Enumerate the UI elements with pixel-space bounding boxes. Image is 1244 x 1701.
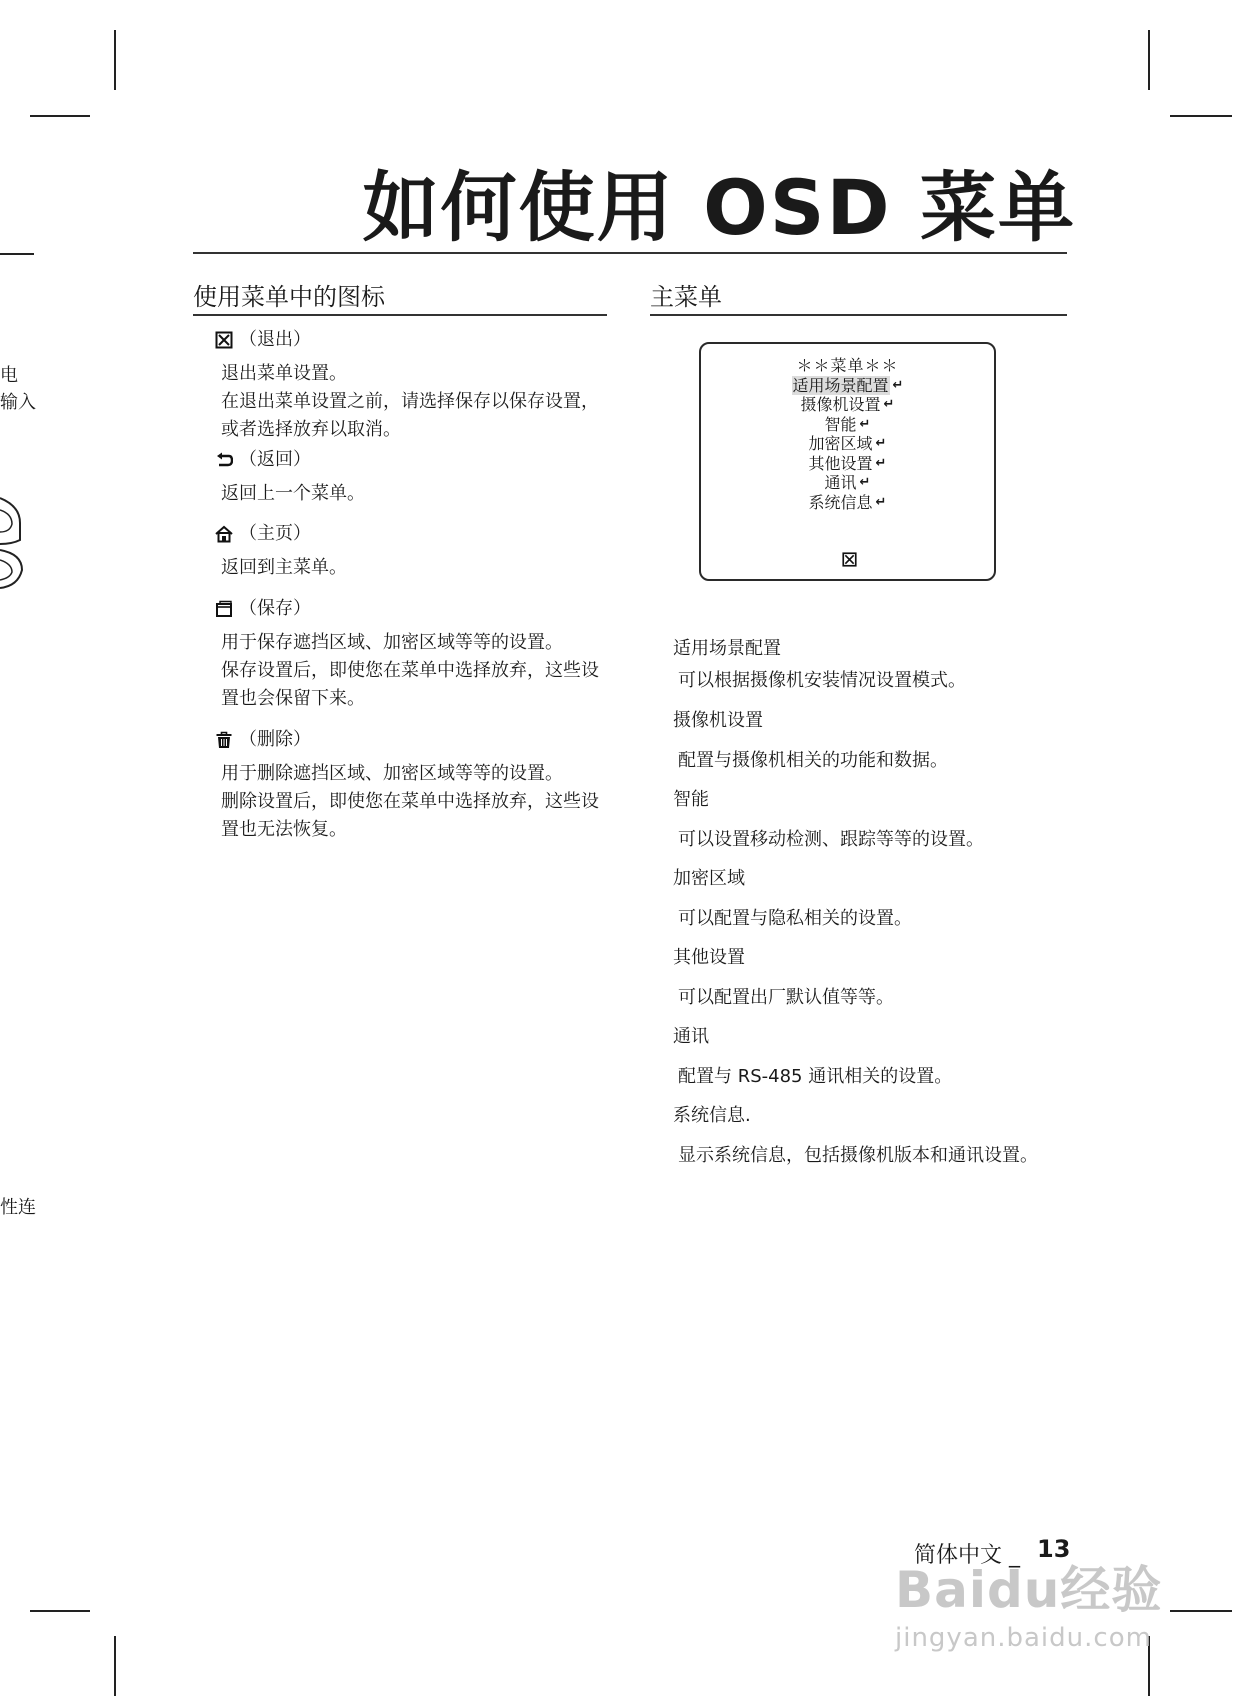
definition-desc: 显示系统信息，包括摄像机版本和通讯设置。 [678,1145,1038,1166]
definition-item [673,1105,1093,1167]
trash-icon [215,731,233,749]
definition-item [673,947,1093,1009]
osd-menu-item-label: 其他设置 [808,453,873,473]
osd-menu-item-system-info[interactable] [701,493,994,513]
definition-desc: 可以根据摄像机安装情况设置模式。 [678,670,966,691]
back-icon [215,451,233,469]
crop-mark [0,253,34,255]
osd-menu-item-label: 系统信息 [808,492,873,512]
icon-item-delete [215,728,615,844]
definition-term: 系统信息. [673,1105,751,1126]
definition-term: 适用场景配置 [673,638,781,659]
icon-item-back [215,448,615,508]
page-number: 13 [1037,1535,1071,1563]
section-heading-icons: 使用菜单中的图标 [193,283,385,311]
icon-item-desc: 用于删除遮挡区域、加密区域等等的设置。 删除设置后，即使您在菜单中选择放弃，这些设置也无法恢复。 [221,763,599,840]
crop-mark [114,1636,116,1696]
definition-item [673,868,1093,930]
icon-item-home [215,522,615,582]
definition-term: 其他设置 [673,947,745,968]
osd-menu-item-label: 适用场景配置 [792,375,889,395]
icon-item-exit [215,328,615,444]
title-rule [193,252,1067,254]
watermark-url: jingyan.baidu.com [895,1623,1152,1653]
icon-item-label: （保存） [239,598,311,619]
osd-menu-screen [699,342,996,581]
definition-desc: 配置与 RS-485 通讯相关的设置。 [678,1066,953,1087]
exit-icon [215,331,233,349]
osd-menu-item-camera-setup[interactable] [701,395,994,415]
enter-icon: ↵ [875,455,887,471]
definition-desc: 可以配置出厂默认值等等。 [678,987,894,1008]
icon-item-desc: 返回上一个菜单。 [221,483,365,504]
enter-icon: ↵ [859,475,871,490]
osd-menu-item-other-settings[interactable] [701,454,994,474]
osd-menu-item-label: 通讯 [824,473,857,492]
osd-menu-item-scene-config[interactable] [701,376,994,396]
definition-term: 智能 [673,789,709,810]
exit-icon[interactable] [842,552,857,567]
osd-menu-item-privacy-zone[interactable] [701,434,994,454]
definition-term: 通讯 [673,1026,709,1047]
edge-text: 输入 [0,392,36,413]
crop-mark [1170,115,1232,117]
definition-desc: 可以配置与隐私相关的设置。 [678,908,912,929]
watermark [895,1561,1163,1653]
home-icon [215,525,233,543]
osd-menu-title: ＊＊菜单＊＊ [796,356,899,375]
icon-item-label: （返回） [239,449,311,470]
osd-menu-item-label: 摄像机设置 [800,395,881,414]
icon-item-desc: 退出菜单设置。 在退出菜单设置之前，请选择保存以保存设置，或者选择放弃以取消。 [221,363,599,440]
crop-mark [1148,30,1150,90]
enter-icon: ↵ [875,494,887,510]
icon-item-save [215,597,615,713]
icon-item-label: （主页） [239,523,311,544]
edge-text: 电 [0,365,18,386]
section-heading-main-menu: 主菜单 [650,283,722,311]
crop-mark [114,30,116,90]
crop-mark [1170,1610,1232,1612]
osd-menu-item-intelligence[interactable] [701,415,994,435]
enter-icon: ↵ [883,397,895,412]
osd-menu-item-communication[interactable] [701,473,994,493]
definition-term: 加密区域 [673,868,745,889]
section-rule [650,314,1067,316]
footer-language: 简体中文 _ [914,1543,1020,1568]
device-illustration-fragment [0,488,24,598]
page-title: 如何使用 OSD 菜单 [362,163,1076,252]
save-icon [215,600,233,618]
watermark-logo: Baidu经验 [895,1561,1163,1619]
crop-mark [30,1610,90,1612]
icon-item-desc: 用于保存遮挡区域、加密区域等等的设置。 保存设置后，即使您在菜单中选择放弃，这些设置也会保留下来。 [221,632,599,709]
definition-desc: 配置与摄像机相关的功能和数据。 [678,750,948,771]
edge-text: 性连 [0,1197,36,1218]
definition-item [673,789,1093,851]
osd-menu-item-label: 加密区域 [808,434,873,453]
definition-item [673,1026,1093,1088]
enter-icon: ↵ [875,436,887,451]
icon-item-label: （删除） [239,729,311,750]
definition-term: 摄像机设置 [673,710,763,731]
crop-mark [30,115,90,117]
osd-menu-item-label: 智能 [824,414,857,434]
enter-icon: ↵ [859,416,871,432]
icon-item-desc: 返回到主菜单。 [221,557,347,578]
definition-item [673,710,1093,772]
definition-desc: 可以设置移动检测、跟踪等等的设置。 [678,829,984,850]
section-rule [193,314,607,316]
enter-icon: ↵ [892,377,904,393]
definition-item [673,638,1093,692]
icon-item-label: （退出） [239,329,311,350]
